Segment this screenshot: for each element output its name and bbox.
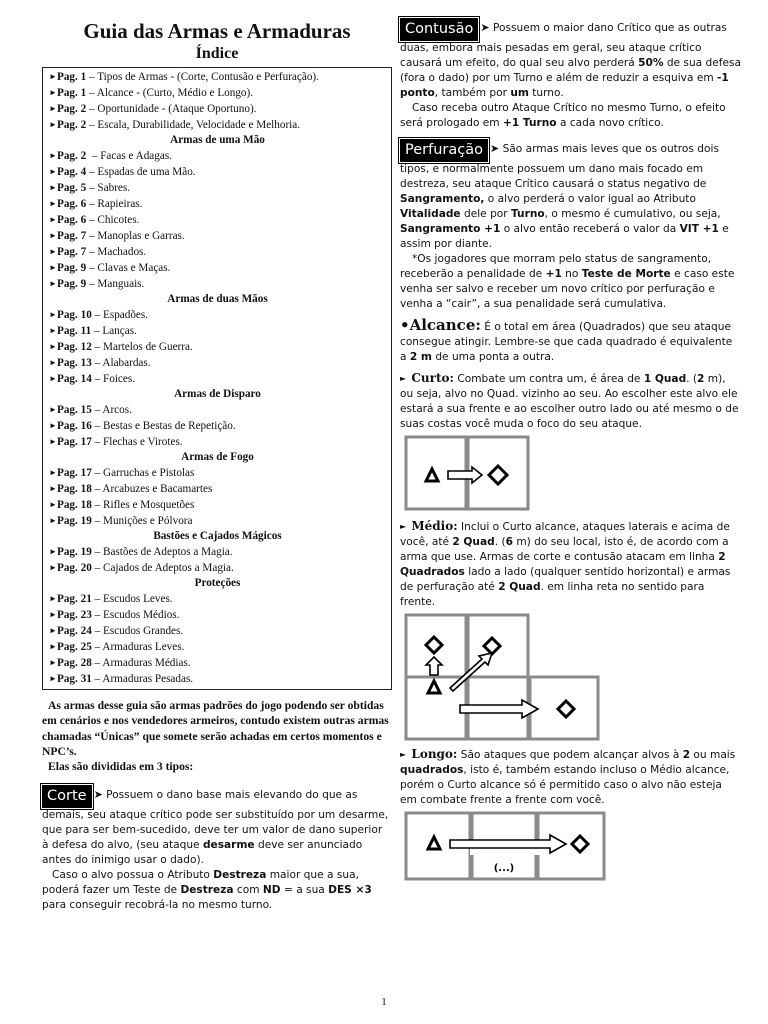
toc-entry-text: – Sabres. <box>86 182 131 194</box>
text: Caso o alvo possua o Atributo <box>52 869 214 882</box>
rich-text <box>400 102 726 129</box>
toc-entry[interactable] <box>49 212 386 228</box>
bullet-triangle-icon: ► <box>400 373 407 383</box>
toc-page-ref: Pag. 15 <box>57 404 92 416</box>
bullet-triangle-icon: ► <box>49 405 57 414</box>
rich-text <box>400 518 731 608</box>
bullet-triangle-icon: ► <box>49 183 57 192</box>
bold-text: 2 m <box>409 350 432 363</box>
toc-entry[interactable] <box>49 560 386 576</box>
toc-entry[interactable] <box>49 371 386 387</box>
toc-section-heading: Bastões e Cajados Mágicos <box>153 530 282 542</box>
toc-page-ref: Pag. 6 <box>57 214 87 226</box>
attacker-triangle-icon <box>428 837 440 849</box>
longo-title: Longo: <box>411 746 458 761</box>
toc-page-ref: Pag. 7 <box>57 246 87 258</box>
grid-square <box>530 677 598 739</box>
toc-page-ref: Pag. 28 <box>57 657 92 669</box>
bold-text: um <box>510 86 529 99</box>
corte-badge: Corte <box>42 785 92 808</box>
medio-paragraph <box>400 519 742 610</box>
target-diamond-icon <box>484 638 500 654</box>
toc-page-ref: Pag. 18 <box>57 483 92 495</box>
toc-entry[interactable] <box>49 101 386 117</box>
intro-types-line: Elas são divididas em 3 tipos: <box>48 760 194 774</box>
curto-range-diagram <box>404 435 532 513</box>
bullet-triangle-icon: ► <box>49 279 57 288</box>
toc-page-ref: Pag. 9 <box>57 278 87 290</box>
toc-entry[interactable] <box>49 196 386 212</box>
toc-page-ref: Pag. 2 <box>57 150 87 162</box>
text: São armas mais leves que os outros dois tipos, e normalmente possuem um dano mais focado em destreza, seu ataque Crítico causará o status negativo de <box>400 143 719 191</box>
toc-entry[interactable] <box>49 434 386 450</box>
toc-entry-text: – Cajados de Adeptos a Magia. <box>91 562 234 574</box>
text: , isto é, também estando incluso o Médio alcance, porém o Curto alcance só é permitido caso o alvo não esteja em combate frente a frente com você. <box>400 763 730 806</box>
toc-entry-text: – Tipos de Armas - (Corte, Contusão e Perfuração). <box>86 71 319 83</box>
bullet-triangle-icon: ► <box>49 484 57 493</box>
toc-entry-text: – Escudos Leves. <box>91 593 173 605</box>
toc-entry-text: – Chicotes. <box>86 214 140 226</box>
bold-text: desarme <box>202 839 255 852</box>
text: . em linha reta no sentido para frente. <box>400 580 705 608</box>
toc-entry[interactable] <box>49 465 386 481</box>
toc-entry-text: – Armaduras Médias. <box>91 657 191 669</box>
toc-entry-text: – Arcos. <box>91 404 132 416</box>
text: . ( <box>494 535 506 548</box>
toc-entry[interactable] <box>49 639 386 655</box>
target-diamond-icon <box>572 836 588 852</box>
bullet-triangle-icon: ► <box>49 151 57 160</box>
text: Possuem o dano base mais elevando do que as demais, seu ataque crítico pode ser substituído por um desarme, que para ser bem-sucedido, deve ter um valor de dano superior à defesa do alvo, (seu ataque <box>42 789 389 852</box>
text: São ataques que podem alcançar alvos à <box>457 748 683 761</box>
arrow-icon: ➤ <box>480 21 490 34</box>
toc-entry-text: – Bestas e Bestas de Repetição. <box>91 420 236 432</box>
longo-paragraph <box>400 747 742 808</box>
toc-entry-text: – Espadões. <box>91 309 149 321</box>
bullet-triangle-icon: ► <box>49 120 57 129</box>
toc-page-ref: Pag. 6 <box>57 198 87 210</box>
text: para conseguir recobrá-la no mesmo turno. <box>42 898 273 911</box>
index-heading: Índice <box>195 45 239 62</box>
text: a cada novo crítico. <box>556 116 664 129</box>
bold-text: DES ×3 <box>328 884 372 897</box>
bold-text: 1 Quad <box>643 372 687 385</box>
toc-entry[interactable] <box>49 164 386 180</box>
toc-entry-text: – Armaduras Leves. <box>91 641 185 653</box>
text: dele por <box>460 208 511 221</box>
bullet-triangle-icon: ► <box>49 358 57 367</box>
toc-entry-text: – Escudos Grandes. <box>91 625 184 637</box>
perfuracao-badge: Perfuração <box>400 139 488 162</box>
text: de sua defesa (fora o dado) por um Turno e além de reduzir a esquiva em <box>400 56 742 84</box>
toc-entry-text: – Munições e Pólvora <box>91 515 193 527</box>
attack-arrow-icon <box>426 657 442 675</box>
text: turno. <box>528 86 564 99</box>
toc-entry[interactable] <box>49 85 386 101</box>
text: , também por <box>434 86 511 99</box>
toc-entry-text: – Oportunidade - (Ataque Oportuno). <box>86 103 257 115</box>
toc-entry[interactable] <box>49 339 386 355</box>
toc-page-ref: Pag. 18 <box>57 499 92 511</box>
toc-entry-text: – Martelos de Guerra. <box>91 341 193 353</box>
bullet-triangle-icon: ► <box>49 674 57 683</box>
text: o alvo então receberá o valor da <box>500 223 680 236</box>
bullet-triangle-icon: ► <box>49 167 57 176</box>
alcance-paragraph <box>400 315 742 365</box>
bullet-triangle-icon: ► <box>49 199 57 208</box>
bullet-triangle-icon: ► <box>49 326 57 335</box>
toc-page-ref: Pag. 25 <box>57 641 92 653</box>
text: Caso receba outro Ataque Crítico no mesmo Turno, o efeito será prologado em <box>400 101 726 129</box>
toc-entry-text: – Escala, Durabilidade, Velocidade e Melhoria. <box>86 119 301 131</box>
bold-text: Destreza <box>213 869 267 882</box>
toc-entry-text: – Armaduras Pesadas. <box>91 673 194 685</box>
corte-paragraph-1 <box>42 785 392 868</box>
text: m) do seu local, isto é, de acordo com a arma que use. Armas de corte e contusão atacam em linha <box>400 535 729 563</box>
bullet-triangle-icon: ► <box>49 88 57 97</box>
text: Possuem o maior dano Crítico que as outras duas, embora mais pesadas em geral, seu ataque crítico causará um efeito, do qual seu alvo perderá <box>400 22 727 69</box>
toc-entry[interactable] <box>49 481 386 497</box>
toc-entry-text: – Alabardas. <box>91 357 151 369</box>
bold-text: VIT +1 <box>679 223 719 236</box>
contusao-paragraph-1 <box>400 18 742 101</box>
curto-title: Curto: <box>411 370 454 385</box>
toc-entry-text: – Manguais. <box>86 278 145 290</box>
perfuracao-paragraph-1 <box>400 139 742 251</box>
bullet-triangle-icon: ► <box>49 642 57 651</box>
bold-text: 2 Quad <box>498 580 541 593</box>
text: ou mais <box>690 748 736 761</box>
bold-text: +1 <box>545 267 562 280</box>
toc-page-ref: Pag. 23 <box>57 609 92 621</box>
toc-entry-text: – Espadas de uma Mão. <box>86 166 196 178</box>
toc-entry[interactable] <box>49 418 386 434</box>
toc-page-ref: Pag. 14 <box>57 373 92 385</box>
toc-entry[interactable] <box>49 355 386 371</box>
bold-text: 2 Quad <box>452 535 495 548</box>
text: = a sua <box>280 884 329 897</box>
alcance-title: •Alcance: <box>400 315 481 334</box>
text: e assim por diante. <box>400 223 729 250</box>
toc-entry[interactable] <box>49 544 386 560</box>
bullet-triangle-icon: ► <box>49 626 57 635</box>
medio-range-diagram <box>404 613 604 741</box>
arrow-icon: ➤ <box>489 142 500 156</box>
toc-entry-text: – Facas e Adagas. <box>86 150 172 162</box>
target-diamond-icon <box>426 637 442 653</box>
toc-entry[interactable] <box>49 402 386 418</box>
toc-page-ref: Pag. 9 <box>57 262 87 274</box>
toc-entry-text: – Arcabuzes e Bacamartes <box>91 483 213 495</box>
bold-text: Sangramento, <box>400 193 485 206</box>
toc-section-heading: Armas de uma Mão <box>170 134 265 146</box>
toc-entry[interactable] <box>49 607 386 623</box>
toc-page-ref: Pag. 4 <box>57 166 87 178</box>
bullet-triangle-icon: ► <box>400 521 407 531</box>
toc-page-ref: Pag. 24 <box>57 625 92 637</box>
rich-text <box>400 253 734 310</box>
text: Combate um contra um, é área de <box>453 372 644 385</box>
toc-page-ref: Pag. 16 <box>57 420 92 432</box>
intro-text <box>42 698 392 774</box>
bullet-triangle-icon: ► <box>49 247 57 256</box>
toc-section-heading: Armas de Disparo <box>174 388 261 400</box>
bullet-triangle-icon: ► <box>49 563 57 572</box>
text: de uma ponta a outra. <box>431 350 555 363</box>
curto-paragraph <box>400 371 742 432</box>
toc-page-ref: Pag. 2 <box>57 103 87 115</box>
bullet-triangle-icon: ► <box>49 421 57 430</box>
toc-page-ref: Pag. 21 <box>57 593 92 605</box>
attack-arrow-icon <box>450 653 492 691</box>
toc-entry-text: – Garruchas e Pistolas <box>91 467 195 479</box>
toc-entry[interactable] <box>49 148 386 164</box>
perfuracao-section <box>400 139 742 311</box>
toc-page-ref: Pag. 20 <box>57 562 92 574</box>
toc-entry-text: – Manoplas e Garras. <box>86 230 185 242</box>
bold-text: 50% <box>638 56 664 69</box>
text: Inclui o Curto alcance, ataques laterais e acima de você, até <box>400 520 730 548</box>
toc-entry[interactable] <box>49 513 386 529</box>
toc-section-heading: Armas de Fogo <box>181 451 254 463</box>
toc-page-ref: Pag. 1 <box>57 71 87 83</box>
arrow-icon: ➤ <box>93 788 103 802</box>
text: . ( <box>686 372 698 385</box>
longo-range-diagram <box>404 811 610 883</box>
bold-text: 6 <box>505 535 513 548</box>
bold-text: Vitalidade <box>400 208 461 221</box>
toc-page-ref: Pag. 19 <box>57 515 92 527</box>
bullet-triangle-icon: ► <box>49 610 57 619</box>
toc-entry-text: – Machados. <box>86 246 147 258</box>
bullet-triangle-icon: ► <box>49 594 57 603</box>
attacker-triangle-icon <box>426 469 438 481</box>
bold-text: 2 Quadrados <box>400 550 726 578</box>
toc-section-heading: Proteções <box>194 577 241 589</box>
toc-entry-text: – Clavas e Maças. <box>86 262 171 274</box>
toc-entry-text: – Bastões de Adeptos a Magia. <box>91 546 233 558</box>
bullet-triangle-icon: ► <box>49 500 57 509</box>
ellipsis-label: (...) <box>493 862 515 874</box>
toc-entry[interactable] <box>49 69 386 85</box>
bold-text: Turno <box>511 208 545 221</box>
bullet-triangle-icon: ► <box>49 215 57 224</box>
toc-page-ref: Pag. 10 <box>57 309 92 321</box>
toc-page-ref: Pag. 12 <box>57 341 92 353</box>
toc-page-ref: Pag. 2 <box>57 119 87 131</box>
text: lado a lado (qualquer sentido horizontal) e armas de perfuração até <box>400 565 731 593</box>
toc-section-heading: Armas de duas Mãos <box>167 293 268 305</box>
toc-page-ref: Pag. 31 <box>57 673 92 685</box>
text: o alvo perderá o valor igual ao Atributo <box>484 193 696 206</box>
corte-paragraph-2 <box>42 868 392 913</box>
text: no <box>561 267 582 280</box>
bold-text: ND <box>262 884 281 897</box>
text: e caso este venha ser salvo e receber um novo crítico por perfuração e venha a “cair”, a sua penalidade será cumulativa. <box>400 267 735 310</box>
toc-page-ref: Pag. 17 <box>57 467 92 479</box>
toc-entry[interactable] <box>49 497 386 513</box>
bullet-triangle-icon: ► <box>49 658 57 667</box>
text: É o total em área (Quadrados) que seu ataque consegue atingir. Lembre-se que cada quadrado é equivalente a <box>400 320 733 363</box>
text: deve ser anunciado antes do inimigo usar o dado). <box>42 839 363 867</box>
bullet-triangle-icon: ► <box>49 263 57 272</box>
contusao-paragraph-2 <box>400 101 742 131</box>
toc-entry[interactable] <box>49 671 386 687</box>
bullet-triangle-icon: ► <box>49 310 57 319</box>
toc-entry[interactable] <box>49 244 386 260</box>
toc-entry[interactable] <box>49 117 386 133</box>
bullet-triangle-icon: ► <box>49 104 57 113</box>
toc-entry[interactable] <box>49 260 386 276</box>
toc-entry-text: – Rifles e Mosquetões <box>91 499 195 511</box>
bullet-triangle-icon: ► <box>49 374 57 383</box>
medio-title: Médio: <box>411 518 458 533</box>
bold-text: 2 <box>697 372 705 385</box>
toc-page-ref: Pag. 17 <box>57 436 92 448</box>
text: *Os jogadores que morram pelo status de sangramento, receberão a penalidade de <box>400 252 712 280</box>
page-title: Guia das Armas e Armaduras <box>83 19 351 43</box>
bullet-triangle-icon: ► <box>49 547 57 556</box>
bullet-triangle-icon: ► <box>49 342 57 351</box>
toc-entry-text: – Escudos Médios. <box>91 609 180 621</box>
bullet-triangle-icon: ► <box>49 468 57 477</box>
toc-entry[interactable] <box>49 623 386 639</box>
toc-entry-text: – Foices. <box>91 373 136 385</box>
bold-text: 2 <box>682 748 691 761</box>
text: m), ou seja, alvo no Quad. vizinho ao seu. Ao escolher este alvo ele estará a sua frente e ao escolher outro lado ou até mesmo o de suas costas você muda o foco do seu ataque. <box>400 372 739 430</box>
left-column <box>42 18 392 913</box>
bullet-triangle-icon: ► <box>400 749 407 759</box>
toc-page-ref: Pag. 13 <box>57 357 92 369</box>
table-of-contents <box>42 67 392 690</box>
attack-arrow-icon <box>460 700 538 718</box>
bullet-triangle-icon: ► <box>49 72 57 81</box>
page-number: 1 <box>381 996 387 1008</box>
toc-entry[interactable] <box>49 307 386 323</box>
attacker-triangle-icon <box>428 681 440 693</box>
perfuracao-paragraph-2 <box>400 252 742 312</box>
toc-page-ref: Pag. 11 <box>57 325 92 337</box>
toc-entry[interactable] <box>49 180 386 196</box>
toc-page-ref: Pag. 5 <box>57 182 87 194</box>
toc-entry-text: – Flechas e Virotes. <box>91 436 183 448</box>
text: maior que a sua, poderá fazer um Teste de <box>42 869 359 897</box>
bullet-triangle-icon: ► <box>49 516 57 525</box>
right-column <box>400 18 742 883</box>
text: com <box>233 884 263 897</box>
toc-entry-text: – Lanças. <box>91 325 137 337</box>
rich-text <box>42 869 372 911</box>
toc-page-ref: Pag. 7 <box>57 230 87 242</box>
toc-entry-text: – Alcance - (Curto, Médio e Longo). <box>86 87 254 99</box>
corte-section <box>42 785 392 912</box>
toc-entry[interactable] <box>49 276 386 292</box>
toc-entry[interactable] <box>49 323 386 339</box>
toc-page-ref: Pag. 1 <box>57 87 87 99</box>
toc-entry[interactable] <box>49 228 386 244</box>
contusao-section <box>400 18 742 130</box>
bullet-triangle-icon: ► <box>49 231 57 240</box>
toc-page-ref: Pag. 19 <box>57 546 92 558</box>
bold-text: quadrados <box>400 763 464 776</box>
contusao-badge: Contusão <box>400 18 478 41</box>
bold-text: Destreza <box>180 884 234 897</box>
text: , o mesmo é cumulativo, ou seja, <box>544 208 721 221</box>
bold-text: Sangramento +1 <box>400 223 501 236</box>
target-diamond-icon <box>558 701 574 717</box>
bold-text: Teste de Morte <box>581 267 671 280</box>
target-diamond-icon <box>489 466 507 484</box>
bold-text: -1 ponto <box>400 71 729 99</box>
toc-entry[interactable] <box>49 655 386 671</box>
intro-paragraph: As armas desse guia são armas padrões do jogo podendo ser obtidas em cenários e nos vendedores armeiros, contudo existem outras armas chamadas “Únicas” que somete serão achadas em certos momentos e NPC’s. <box>42 699 389 758</box>
toc-entry[interactable] <box>49 591 386 607</box>
bullet-triangle-icon: ► <box>49 437 57 446</box>
bold-text: +1 Turno <box>503 116 557 129</box>
toc-entry-text: – Rapieiras. <box>86 198 143 210</box>
